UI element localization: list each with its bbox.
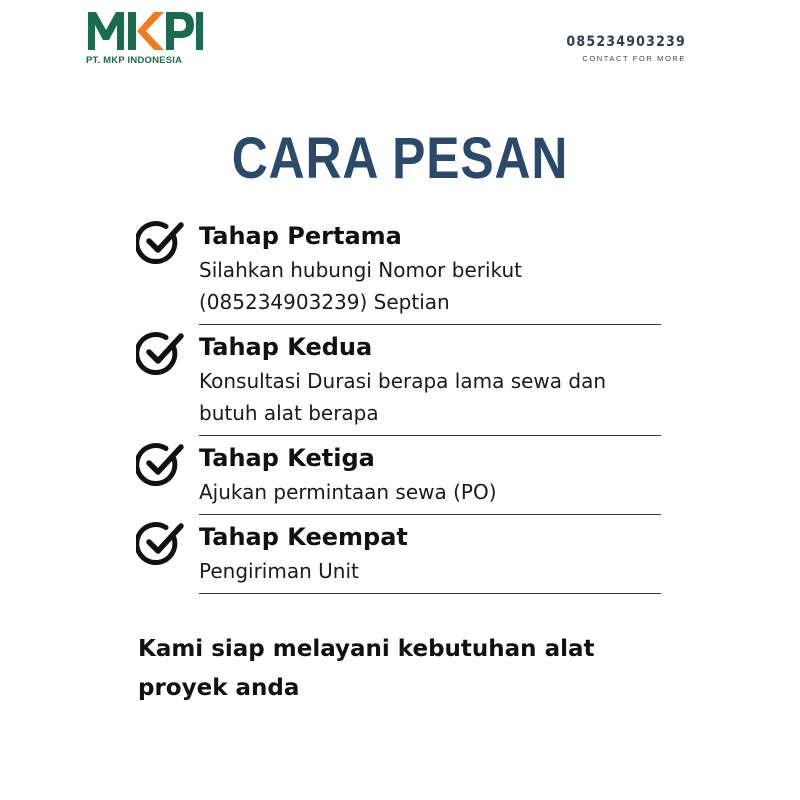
step-description: Pengiriman Unit xyxy=(199,559,359,583)
step-title: Tahap Pertama xyxy=(199,222,402,250)
step-body xyxy=(199,218,661,325)
step-item xyxy=(136,329,661,436)
page-title: CARA PESAN xyxy=(231,126,569,191)
company-logo xyxy=(86,8,206,68)
logo-mark xyxy=(86,8,204,52)
step-body xyxy=(199,440,661,515)
step-description: Silahkan hubungi Nomor berikut (085234903239) Septian xyxy=(199,258,523,314)
step-body xyxy=(199,519,661,594)
contact-block xyxy=(566,34,686,63)
check-circle-icon xyxy=(136,519,184,567)
contact-label: CONTACT FOR MORE xyxy=(582,54,686,63)
steps-list xyxy=(136,218,661,594)
contact-phone: 085234903239 xyxy=(566,34,686,50)
step-item xyxy=(136,519,661,594)
step-item xyxy=(136,440,661,515)
check-circle-icon xyxy=(136,440,184,488)
step-body xyxy=(199,329,661,436)
check-circle-icon xyxy=(136,329,184,377)
step-item xyxy=(136,218,661,325)
company-name: PT. MKP INDONESIA xyxy=(86,55,183,66)
step-description: Konsultasi Durasi berapa lama sewa dan butuh alat berapa xyxy=(199,369,607,425)
step-title: Tahap Ketiga xyxy=(199,444,375,472)
closing-message: Kami siap melayani kebutuhan alat proyek anda xyxy=(138,636,595,701)
step-title: Tahap Kedua xyxy=(199,333,373,361)
check-circle-icon xyxy=(136,218,184,266)
step-description: Ajukan permintaan sewa (PO) xyxy=(199,480,497,504)
step-title: Tahap Keempat xyxy=(199,523,408,551)
